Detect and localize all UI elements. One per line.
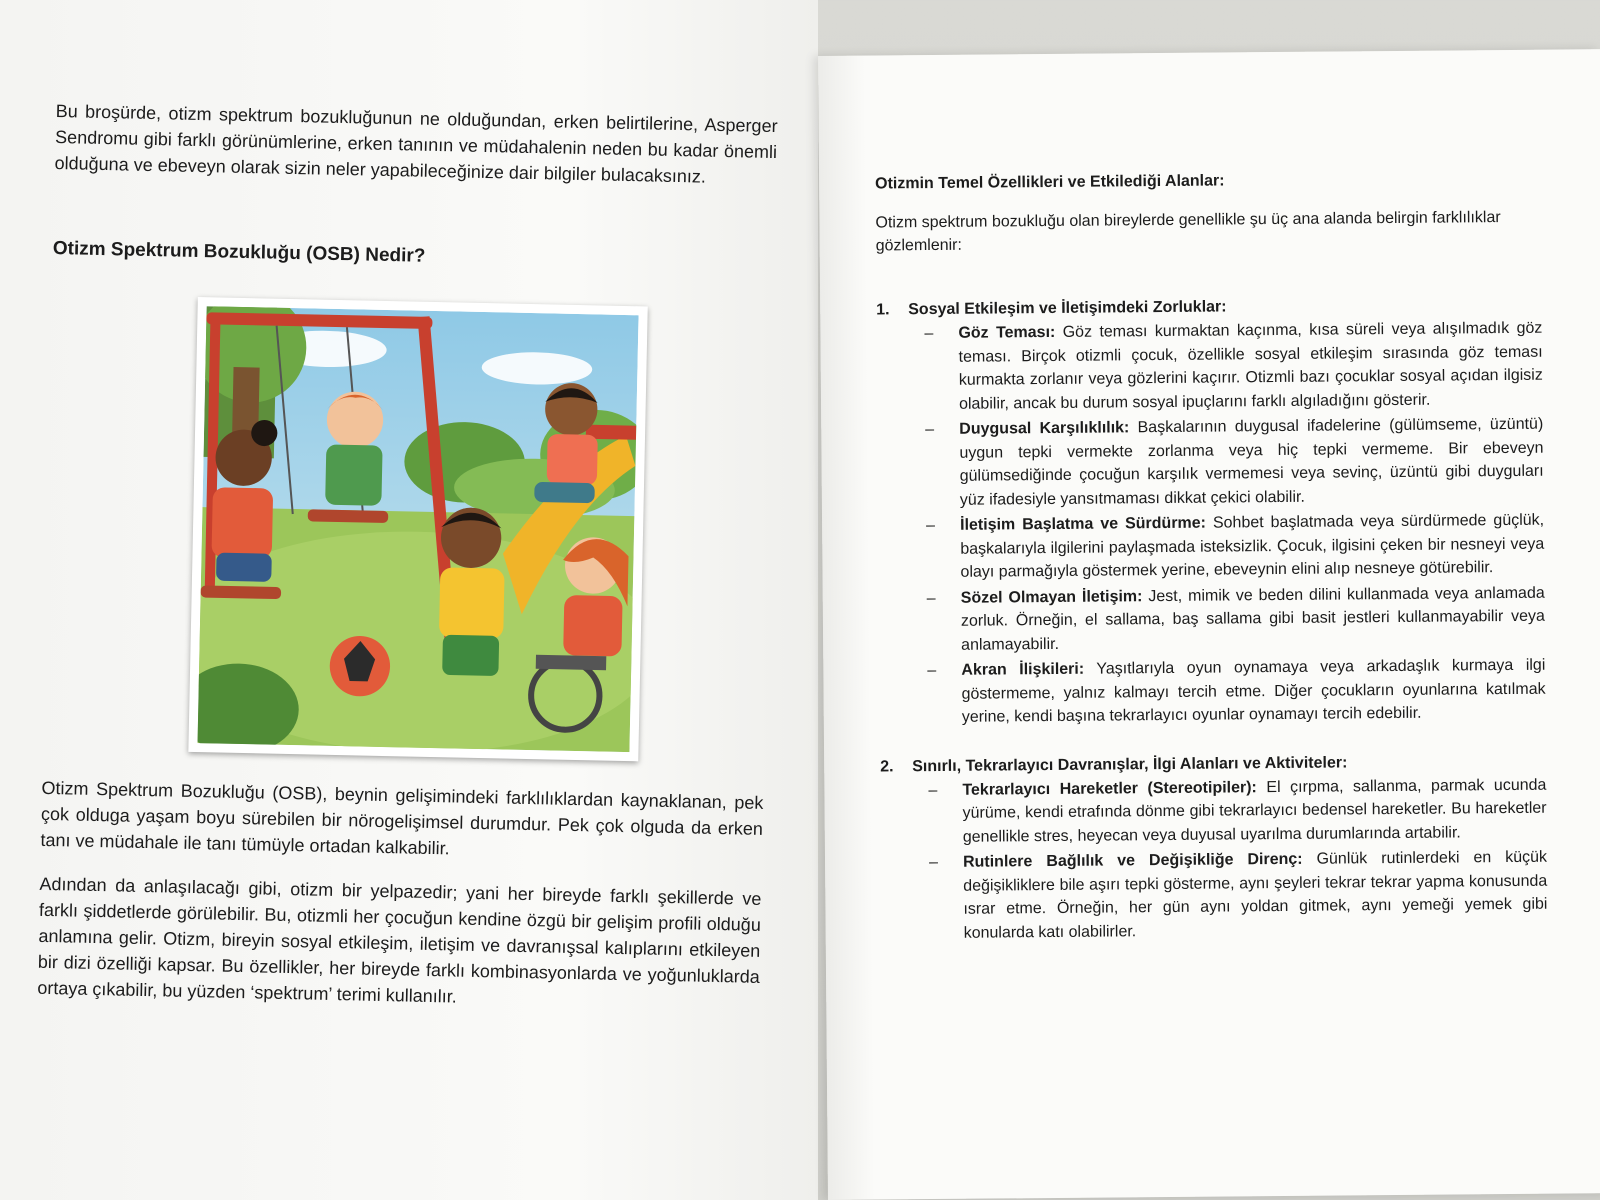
children-playing-image: [198, 306, 639, 752]
list-item-text: [958, 317, 1543, 416]
dash-bullet-icon: –: [927, 661, 937, 680]
section-social-interaction: [876, 296, 1546, 730]
item-description: Göz teması kurmaktan kaçınma, kısa süreli veya alışılmadık göz teması. Birçok otizmli çocuk, özellikle sosyal etkileşim sırasında göz teması kurmakta zorlanır veya gözlerini kaçırır. Otizmli bazı çocuklar sosyal açıdan ilgisiz olabilir, ancak bu durum sosyal ipuçlarını farklı algıladığını gösterir.: [958, 319, 1543, 413]
dash-bullet-icon: –: [925, 421, 935, 439]
item-description: Günlük rutinlerdeki en küçük değişikliklere bile aşırı tepki gösterme, aynı şeyleri tekrar tekrar yapma konusunda ısrar etme. Örneğin, her gün aynı yoldan gitmek, aynı yemeği yemek gibi konularda katı olabilirler.: [963, 848, 1548, 942]
list-item-text: [963, 846, 1548, 945]
dash-bullet-icon: –: [926, 516, 936, 535]
section-title: [876, 296, 1542, 320]
section-number: 1.: [876, 301, 890, 319]
list-item: [926, 509, 1545, 585]
section-title-text: Sosyal Etkileşim ve İletişimdeki Zorluklar:: [908, 298, 1227, 319]
dash-bullet-icon: –: [928, 781, 938, 799]
list-item-text: [959, 413, 1544, 512]
list-item-text: [961, 654, 1546, 730]
dash-bullet-icon: –: [928, 853, 939, 872]
item-term: Tekrarlayıcı Hareketler (Stereotipiler):: [962, 778, 1257, 799]
list-item: [929, 846, 1548, 945]
osb-definition-paragraph: Otizm Spektrum Bozukluğu (OSB), beynin gelişimindeki farklılıklardan kaynaklanan, pek çok olduga yaşam boyu sürebilen bir nörogelişimsel durumdur. Pek çok olguda da erken tanı ve müdahale ile tanı tümüyle ortadan kalkabilir.: [40, 777, 764, 859]
section-repetitive-behaviors: [880, 752, 1548, 945]
list-item-text: [960, 509, 1545, 585]
list-item: [924, 317, 1543, 416]
dash-bullet-icon: –: [926, 589, 936, 607]
item-term: Rutinlere Bağlılık ve Değişikliğe Direnç:: [962, 850, 1303, 871]
section-heading: Otizm Spektrum Bozukluğu (OSB) Nedir?: [52, 237, 426, 267]
features-heading: Otizmin Temel Özellikleri ve Etkilediği Alanlar:: [875, 172, 1225, 193]
playground-illustration: [188, 297, 647, 761]
section-title-text: Sınırlı, Tekrarlayıcı Davranışlar, İlgi Alanları ve Aktiviteler:: [912, 753, 1348, 775]
dash-bullet-icon: –: [924, 325, 934, 343]
section-number: 2.: [880, 757, 894, 775]
item-description: Jest, mimik ve beden dilini kullanmada veya anlamada zorluk. Örneğin, el sallama, baş sallama gibi basit jestleri kullanmayabilir veya anlamayabilir.: [960, 584, 1545, 654]
item-description: El çırpma, sallanma, parmak ucunda yürüme, kendi etrafında dönme gibi tekrarlayıcı bedensel hareketler. Bu hareketler genellikle stres, heyecan veya duyusal uyarılma durumlarında artabilir.: [962, 776, 1547, 846]
intro-paragraph: Bu broşürde, otizm spektrum bozukluğunun ne olduğundan, erken belirtilerine, Asperger Sendromu gibi farklı görünümlerine, erken tanının ve müdahalenin neden bu kadar önemli olduğuna ve ebeveyn olarak sizin neler yapabileceğinize dair bilgiler bulacaksınız.: [54, 100, 778, 187]
item-term: Duygusal Karşılıklılık:: [959, 419, 1130, 438]
spectrum-paragraph: Adından da anlaşılacağı gibi, otizm bir yelpazedir; yani her bireyde farklı şekillerde ve farklı şiddetlerde görülebilir. Bu, otizmli her çocuğun kendine özgü bir gelişim profili olduğu anlamına gelir. Otizm, bireyin sosyal etkileşim, iletişim ve davranışsal kalıplarını etkileyen bir dizi özelliği kapsar. Bu özellikler, her bireyde farklı kombinasyonlarda ve yoğunluklarda ortaya çıkabilir, bu yüzden ‘spektrum’ terimi kullanılır.: [37, 873, 762, 1007]
list-item: [925, 413, 1544, 512]
item-description: Yaşıtlarıyla oyun oynamaya veya arkadaşlık kurmaya ilgi göstermeme, yalnız kalmayı tercih etme. Diğer çocukların oyunlarına katılmak yerine, kendi başına tekrarlayıcı oyunlar oynamayı tercih edebilir.: [961, 656, 1546, 726]
list-item: [927, 654, 1546, 730]
list-item-text: [962, 773, 1547, 849]
list-item-text: [961, 581, 1546, 657]
item-term: İletişim Başlatma ve Sürdürme:: [960, 514, 1207, 534]
left-page-content: [37, 98, 778, 1016]
item-term: Göz Teması:: [958, 323, 1056, 342]
item-term: Sözel Olmayan İletişim:: [960, 587, 1143, 607]
list-item: [928, 773, 1547, 849]
item-term: Akran İlişkileri:: [961, 660, 1085, 679]
right-page: [818, 49, 1600, 1200]
list-item: [927, 581, 1546, 657]
item-description: Sohbet başlatmada veya sürdürmede güçlük, başkalarıyla ilgilerini paylaşmada isteksizlik. Çocuk, ilgisini çeken bir nesneyi veya olayı parmağıyla göstermek yerine, ebeveynin elini alıp nesneye götürebilir.: [960, 511, 1545, 581]
section-title: [880, 752, 1546, 776]
item-description: Başkalarının duygusal ifadelerine (gülümseme, üzüntü) uygun tepki vermekte zorlanma veya hiç tepki vermeme. Bir ebeveyn gülümsediğinde çocuğun karşılık vermemesi veya sevinç, üzüntü gibi duyguları yüz ifadesiyle yansıtmaması dikkat çekici olabilir.: [959, 415, 1544, 509]
features-intro: Otizm spektrum bozukluğu olan bireylerde genellikle şu üç ana alanda belirgin farklılıklar gözlemlenir:: [875, 209, 1501, 255]
